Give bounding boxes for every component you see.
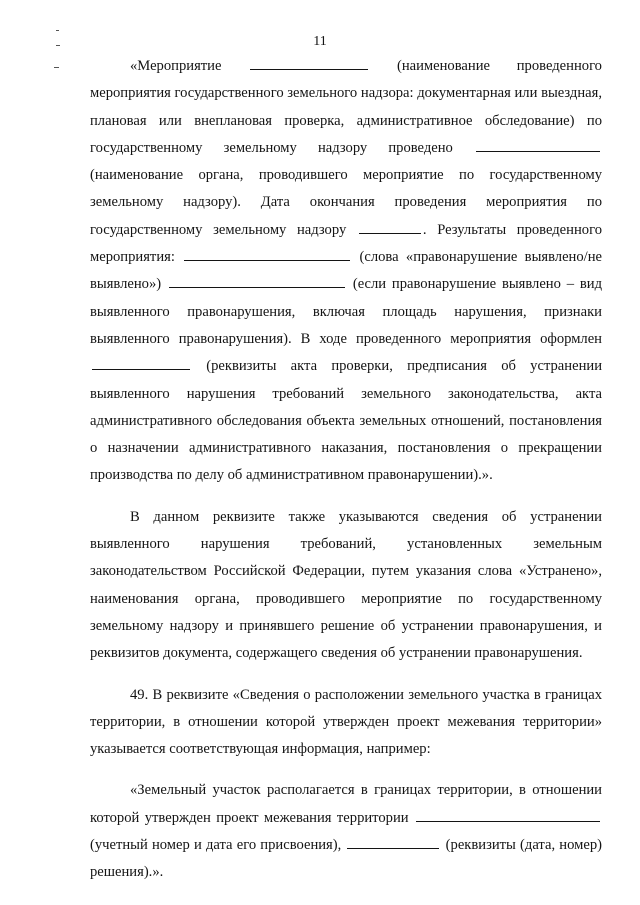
text-segment: (слова «правонарушение выявлено/не выявлено») bbox=[90, 249, 602, 293]
scan-mark bbox=[54, 67, 59, 68]
fill-in-blank bbox=[184, 259, 350, 261]
text-segment: (наименование проведенного мероприятия государственного земельного надзора: документарная или выездная, плановая или внеплановая проверка, административное обследование) по государственному земельному надзору проведено bbox=[90, 58, 602, 156]
fill-in-blank bbox=[92, 368, 190, 370]
fill-in-blank bbox=[476, 150, 600, 152]
fill-in-blank bbox=[169, 286, 345, 288]
page-number: 11 bbox=[313, 34, 327, 49]
document-body bbox=[90, 53, 602, 887]
text-segment: (наименование органа, проводившего мероприятие по государственному земельному надзору). Дата окончания проведения мероприятия по государственному земельному надзору bbox=[90, 167, 602, 238]
text-segment: «Мероприятие bbox=[130, 58, 222, 74]
fill-in-blank bbox=[250, 68, 368, 70]
paragraph-item-49: 49. В реквизите «Сведения о расположении земельного участка в границах территории, в отношении которой утвержден проект межевания территории» указывается соответствующая информация, например: bbox=[90, 686, 602, 758]
fill-in-blank bbox=[416, 820, 600, 822]
text-segment: «Земельный участок располагается в границах территории, в отношении которой утвержден проект межевания территории bbox=[90, 782, 602, 826]
text-segment: (учетный номер и дата его присвоения), bbox=[90, 837, 342, 854]
paragraph-event-info bbox=[90, 53, 602, 490]
text-segment: (реквизиты (дата, номер) решения).». bbox=[90, 837, 602, 881]
paragraph-example bbox=[90, 777, 602, 886]
fill-in-blank bbox=[347, 847, 439, 849]
text-segment: . Результаты проведенного мероприятия: bbox=[90, 221, 603, 266]
text-segment: (если правонарушение выявлено – вид выявленного правонарушения, включая площадь нарушения, признаки выявленного правонарушения). В ходе проведенного мероприятия оформлен bbox=[90, 276, 603, 347]
scan-mark bbox=[56, 30, 59, 31]
text-segment: (реквизиты акта проверки, предписания об устранении выявленного нарушения требований земельного законодательства, акта административного обследования объекта земельных отношений, постановления о назначении административного наказания, постановления о прекращении производства по делу об административном правонарушении).». bbox=[90, 358, 603, 484]
fill-in-blank bbox=[359, 232, 421, 234]
paragraph-elimination-info: В данном реквизите также указываются сведения об устранении выявленного нарушения требований, установленных земельным законодательством Российской Федерации, путем указания слова «Устранено», наименования органа, проводившего мероприятие по государственному земельному надзору и принявшего решение об устранении правонарушения, и реквизитов документа, содержащего сведения об устранении правонарушения. bbox=[90, 508, 602, 662]
